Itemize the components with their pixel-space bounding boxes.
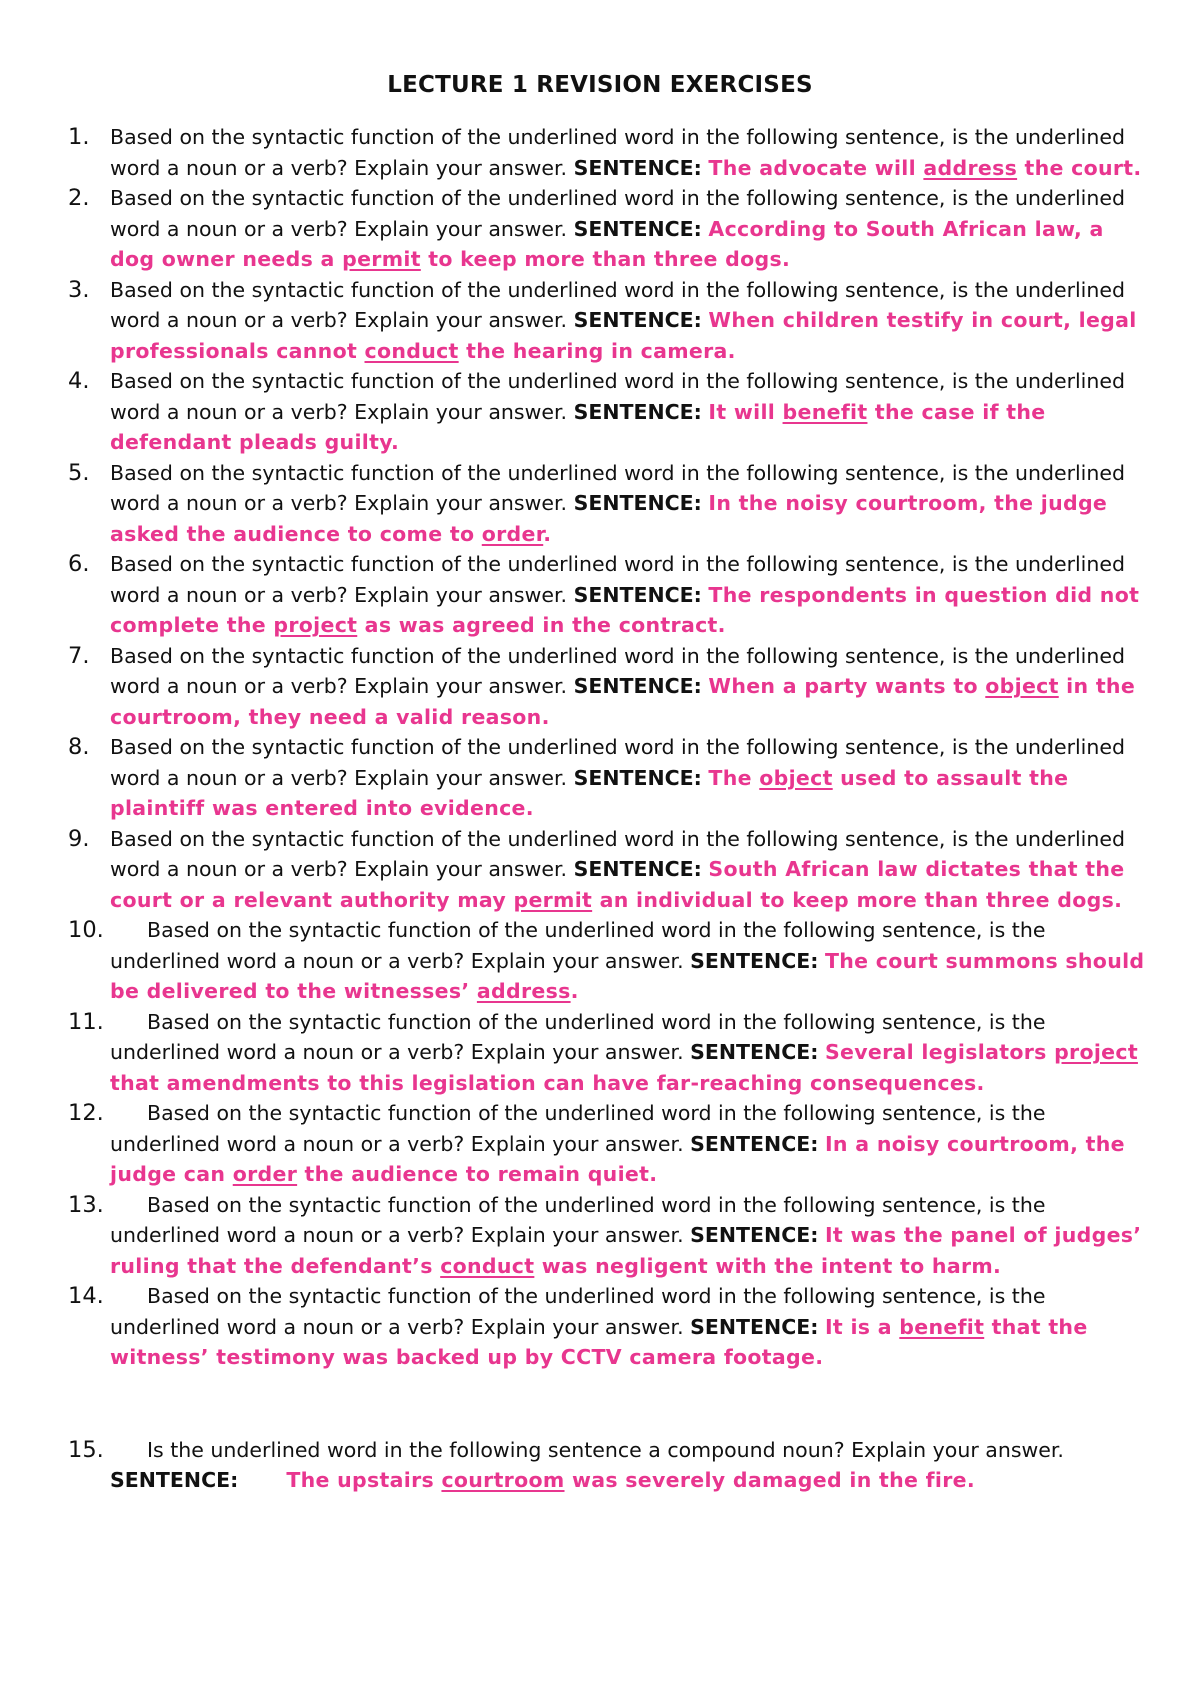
underlined-word: address bbox=[923, 155, 1018, 180]
item-body bbox=[110, 186, 1125, 271]
underlined-word: benefit bbox=[782, 399, 868, 424]
sentence-after: used to assault the plaintiff was entered into evidence. bbox=[110, 765, 1069, 820]
sentence-label: SENTENCE: bbox=[573, 308, 702, 332]
question-prompt: Based on the syntactic function of the underlined word in the following sentence, is the underlined word a noun or a verb? Explain your answer. bbox=[110, 735, 1126, 790]
sentence-label: SENTENCE: bbox=[690, 1040, 819, 1064]
sentence-before: When a party wants to bbox=[708, 674, 986, 698]
question-prompt: Based on the syntactic function of the underlined word in the following sentence, is the underlined word a noun or a verb? Explain your answer. bbox=[110, 1192, 1046, 1247]
exercise-item bbox=[68, 824, 1148, 916]
underlined-word: conduct bbox=[440, 1253, 535, 1278]
item-number: 4. bbox=[68, 368, 90, 394]
sentence-label: SENTENCE: bbox=[573, 216, 702, 241]
sentence-label: SENTENCE: bbox=[573, 399, 702, 424]
item-number: 9. bbox=[68, 825, 90, 852]
question-prompt: Based on the syntactic function of the underlined word in the following sentence, is the underlined word a noun or a verb? Explain your answer. bbox=[110, 277, 1126, 332]
item-body bbox=[110, 125, 1142, 180]
sentence-before: It is a bbox=[824, 1314, 900, 1339]
item-number: 3. bbox=[68, 276, 90, 303]
exercise-item bbox=[68, 915, 1148, 1007]
question-prompt: Based on the syntactic function of the underlined word in the following sentence, is the underlined word a noun or a verb? Explain your answer. bbox=[110, 186, 1126, 241]
underlined-word: benefit bbox=[899, 1314, 985, 1339]
exercise-item bbox=[68, 641, 1148, 733]
page-title: LECTURE 1 REVISION EXERCISES bbox=[387, 72, 813, 98]
exercise-item bbox=[68, 122, 1148, 183]
sentence-before: In the noisy courtroom, the judge asked the audience to come to bbox=[110, 491, 1108, 546]
sentence-after: the audience to remain quiet. bbox=[297, 1162, 658, 1186]
exercise-item bbox=[68, 549, 1148, 641]
item-body bbox=[110, 827, 1125, 912]
sentence-before: In a noisy courtroom, the judge can bbox=[110, 1131, 1125, 1186]
sentence-after: the court. bbox=[1017, 155, 1142, 180]
underlined-word: object bbox=[985, 674, 1059, 698]
item-body bbox=[110, 1010, 1138, 1095]
question-prompt: Is the underlined word in the following sentence a compound noun? Explain your answer. bbox=[147, 1437, 1064, 1462]
underlined-word: order bbox=[481, 521, 544, 546]
sentence-label: SENTENCE: bbox=[110, 1468, 239, 1492]
item-body bbox=[110, 918, 1144, 1003]
sentence-after: . bbox=[543, 521, 552, 546]
item-body bbox=[110, 552, 1139, 637]
item-body bbox=[110, 1284, 1088, 1369]
item-number: 13. bbox=[68, 1191, 104, 1218]
exercise-item bbox=[68, 1190, 1148, 1282]
sentence-before: The court summons should be delivered to the witnesses’ bbox=[110, 948, 1145, 1003]
item-number: 5. bbox=[68, 459, 90, 486]
sentence-before: It will bbox=[708, 399, 783, 424]
item-body bbox=[110, 1101, 1125, 1186]
exercise-item bbox=[68, 732, 1148, 824]
underlined-word: permit bbox=[342, 247, 421, 271]
sentence-label: SENTENCE: bbox=[573, 155, 702, 180]
sentence-after: as was agreed in the contract. bbox=[357, 613, 726, 637]
sentence-label: SENTENCE: bbox=[690, 1223, 819, 1247]
sentence-after: in the courtroom, they need a valid reason. bbox=[110, 674, 1136, 729]
sentence-after: was severely damaged in the fire. bbox=[564, 1468, 975, 1492]
question-prompt: Based on the syntactic function of the underlined word in the following sentence, is the underlined word a noun or a verb? Explain your answer. bbox=[110, 826, 1126, 881]
sentence-before: The respondents in question did not complete the bbox=[110, 582, 1140, 637]
example-sentence bbox=[286, 1468, 975, 1492]
sentence-label: SENTENCE: bbox=[690, 1314, 819, 1339]
item-body bbox=[110, 278, 1137, 363]
sentence-after: to keep more than three dogs. bbox=[420, 247, 791, 271]
spacer bbox=[68, 1373, 1148, 1435]
item-number: 15. bbox=[68, 1436, 104, 1463]
example-sentence bbox=[708, 156, 1141, 180]
item-number: 1. bbox=[68, 124, 90, 150]
item-number: 11. bbox=[68, 1008, 104, 1035]
sentence-label: SENTENCE: bbox=[573, 582, 702, 607]
item-body bbox=[110, 1438, 1064, 1493]
exercise-item bbox=[68, 275, 1148, 367]
question-prompt: Based on the syntactic function of the underlined word in the following sentence, is the underlined word a noun or a verb? Explain your answer. bbox=[110, 1101, 1046, 1156]
question-prompt: Based on the syntactic function of the underlined word in the following sentence, is the underlined word a noun or a verb? Explain your answer. bbox=[110, 643, 1126, 698]
sentence-after: that amendments to this legislation can have far-reaching consequences. bbox=[110, 1070, 985, 1095]
item-number: 10. bbox=[68, 917, 104, 943]
sentence-before: When children testify in court, legal professionals cannot bbox=[110, 308, 1137, 363]
sentence-after: that the witness’ testimony was backed up by CCTV camera footage. bbox=[110, 1314, 1088, 1369]
sentence-before: According to South African law, a dog owner needs a bbox=[110, 216, 1104, 271]
sentence-label: SENTENCE: bbox=[690, 1131, 819, 1156]
question-prompt: Based on the syntactic function of the underlined word in the following sentence, is the underlined word a noun or a verb? Explain your answer. bbox=[110, 369, 1126, 424]
underlined-word: project bbox=[1054, 1040, 1138, 1064]
item-body bbox=[110, 644, 1135, 729]
sentence-after: the case if the defendant pleads guilty. bbox=[110, 399, 1046, 454]
item-number: 14. bbox=[68, 1283, 104, 1309]
question-prompt: Based on the syntactic function of the underlined word in the following sentence, is the underlined word a noun or a verb? Explain your answer. bbox=[110, 1009, 1046, 1064]
sentence-label: SENTENCE: bbox=[573, 491, 702, 515]
underlined-word: address bbox=[476, 979, 571, 1003]
sentence-before: Several legislators bbox=[824, 1040, 1055, 1064]
sentence-after: the hearing in camera. bbox=[458, 338, 736, 363]
question-prompt: Based on the syntactic function of the underlined word in the following sentence, is the underlined word a noun or a verb? Explain your answer. bbox=[110, 1284, 1046, 1339]
underlined-word: project bbox=[273, 613, 358, 637]
item-number: 2. bbox=[68, 185, 90, 211]
item-body bbox=[110, 735, 1125, 820]
sentence-label: SENTENCE: bbox=[690, 948, 819, 973]
sentence-after: an individual to keep more than three dogs. bbox=[592, 887, 1123, 912]
item-body bbox=[110, 461, 1125, 546]
sentence-after: . bbox=[570, 979, 579, 1003]
underlined-word: courtroom bbox=[441, 1468, 565, 1492]
sentence-before: It was the panel of judges’ ruling that the defendant’s bbox=[110, 1223, 1142, 1278]
exercise-item bbox=[68, 1281, 1148, 1373]
underlined-word: conduct bbox=[364, 338, 459, 363]
item-body bbox=[110, 369, 1125, 454]
exercise-item bbox=[68, 366, 1148, 458]
sentence-label: SENTENCE: bbox=[573, 765, 702, 790]
item-number: 12. bbox=[68, 1100, 104, 1126]
item-number: 8. bbox=[68, 734, 90, 760]
exercise-item bbox=[68, 458, 1148, 550]
exercise-item bbox=[68, 183, 1148, 275]
question-prompt: Based on the syntactic function of the underlined word in the following sentence, is the underlined word a noun or a verb? Explain your answer. bbox=[110, 460, 1126, 515]
sentence-after: was negligent with the intent to harm. bbox=[534, 1253, 1002, 1278]
sentence-before: South African law dictates that the court or a relevant authority may bbox=[110, 857, 1125, 912]
exercise-item bbox=[68, 1098, 1148, 1190]
item-number: 7. bbox=[68, 642, 90, 669]
exercise-item-compound bbox=[68, 1435, 1148, 1496]
sentence-before: The bbox=[708, 765, 760, 790]
sentence-label: SENTENCE: bbox=[573, 674, 702, 698]
sentence-before: The upstairs bbox=[286, 1468, 442, 1492]
item-number: 6. bbox=[68, 551, 90, 577]
question-prompt: Based on the syntactic function of the underlined word in the following sentence, is the underlined word a noun or a verb? Explain your answer. bbox=[110, 552, 1126, 607]
underlined-word: permit bbox=[513, 887, 593, 912]
question-prompt: Based on the syntactic function of the underlined word in the following sentence, is the underlined word a noun or a verb? Explain your answer. bbox=[110, 918, 1046, 973]
underlined-word: order bbox=[232, 1162, 298, 1186]
exercise-list bbox=[68, 122, 1148, 1496]
sentence-label: SENTENCE: bbox=[573, 857, 702, 881]
underlined-word: object bbox=[759, 765, 833, 790]
sentence-before: The advocate will bbox=[708, 155, 924, 180]
item-body bbox=[110, 1193, 1141, 1278]
question-prompt: Based on the syntactic function of the underlined word in the following sentence, is the underlined word a noun or a verb? Explain your answer. bbox=[110, 125, 1126, 180]
exercise-item bbox=[68, 1007, 1148, 1099]
